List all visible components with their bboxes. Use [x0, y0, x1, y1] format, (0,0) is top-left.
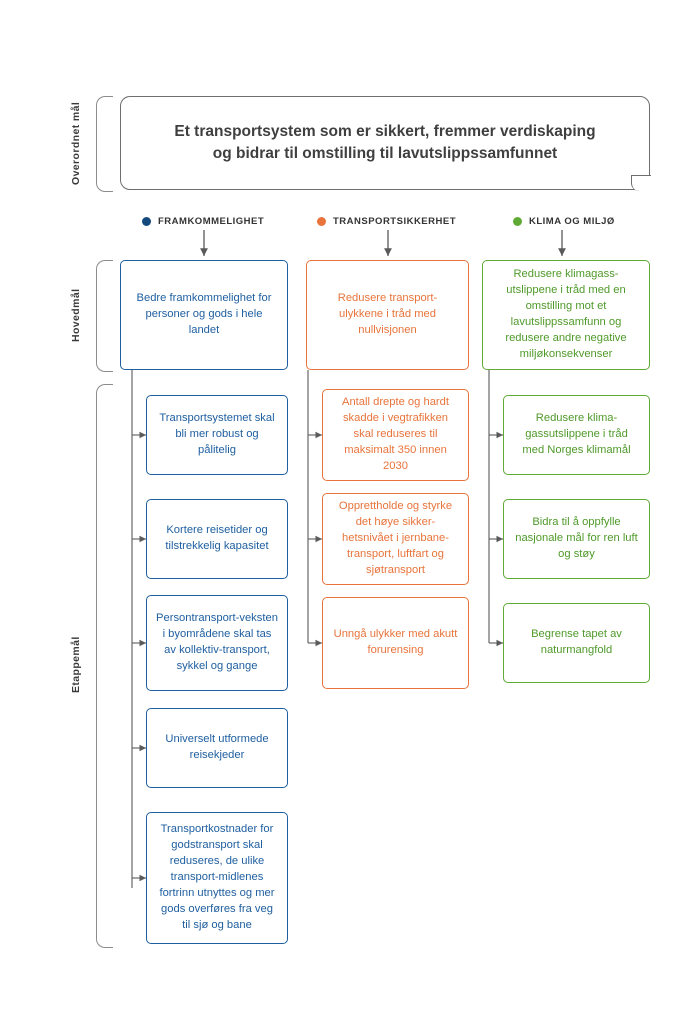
legend-label-klima-og-miljo: KLIMA OG MILJØ	[529, 216, 615, 227]
stage-goal-transportsikkerhet-1: Antall drepte og hardt skadde i vegtrafikken skal reduseres til maksimalt 350 innen 2030	[322, 389, 469, 481]
stage-goal-transportsikkerhet-3: Unngå ulykker med akutt forurensing	[322, 597, 469, 689]
brace-main	[96, 260, 113, 372]
overall-goal-box	[120, 96, 650, 190]
legend-item-framkommelighet	[142, 216, 264, 227]
stage-goal-klima-og-miljo-2: Bidra til å oppfylle nasjonale mål for ren luft og støy	[503, 499, 650, 579]
goal-box-notch	[631, 175, 651, 191]
brace-stage	[96, 384, 113, 948]
stage-goal-framkommelighet-2: Kortere reisetider og tilstrekkelig kapasitet	[146, 499, 288, 579]
stage-goal-framkommelighet-5: Transportkostnader for godstransport skal reduseres, de ulike transport-midlenes fortrinn utnyttes og mer gods overføres fra veg til sjø og bane	[146, 812, 288, 944]
legend-label-transportsikkerhet: TRANSPORTSIKKERHET	[333, 216, 457, 227]
legend-item-transportsikkerhet	[317, 216, 456, 227]
legend-dot-framkommelighet	[142, 217, 151, 226]
brace-overall	[96, 96, 113, 192]
overall-goal-text	[156, 121, 613, 165]
legend-dot-klima-og-miljo	[513, 217, 522, 226]
legend-label-framkommelighet: FRAMKOMMELIGHET	[158, 216, 265, 227]
stage-goal-klima-og-miljo-1: Redusere klima-gassutslippene i tråd med Norges klimamål	[503, 395, 650, 475]
overall-goal-line-1: Et transportsystem som er sikkert, fremmer verdiskaping	[174, 123, 596, 140]
side-label-overall: Overordnet mål	[70, 101, 82, 185]
stage-goal-framkommelighet-4: Universelt utformede reisekjeder	[146, 708, 288, 788]
stage-goal-framkommelighet-1: Transportsystemet skal bli mer robust og pålitelig	[146, 395, 288, 475]
side-label-stage: Etappemål	[70, 636, 82, 694]
side-label-main: Hovedmål	[70, 288, 82, 342]
stage-goal-klima-og-miljo-3: Begrense tapet av naturmangfold	[503, 603, 650, 683]
overall-goal-line-2: og bidrar til omstilling til lavutslippssamfunnet	[212, 145, 558, 162]
main-goal-klima-og-miljo: Redusere klimagass-utslippene i tråd med en omstilling mot et lavutslippssamfunn og redusere andre negative miljøkonsekvenser	[482, 260, 650, 370]
main-goal-framkommelighet: Bedre framkommelighet for personer og gods i hele landet	[120, 260, 288, 370]
main-goal-transportsikkerhet: Redusere transport-ulykkene i tråd med nullvisjonen	[306, 260, 469, 370]
legend-item-klima-og-miljo	[513, 216, 615, 227]
stage-goal-transportsikkerhet-2: Opprettholde og styrke det høye sikker-hetsnivået i jernbane-transport, luftfart og sjøtransport	[322, 493, 469, 585]
legend-dot-transportsikkerhet	[317, 217, 326, 226]
stage-goal-framkommelighet-3: Persontransport-veksten i byområdene skal tas av kollektiv-transport, sykkel og gange	[146, 595, 288, 691]
